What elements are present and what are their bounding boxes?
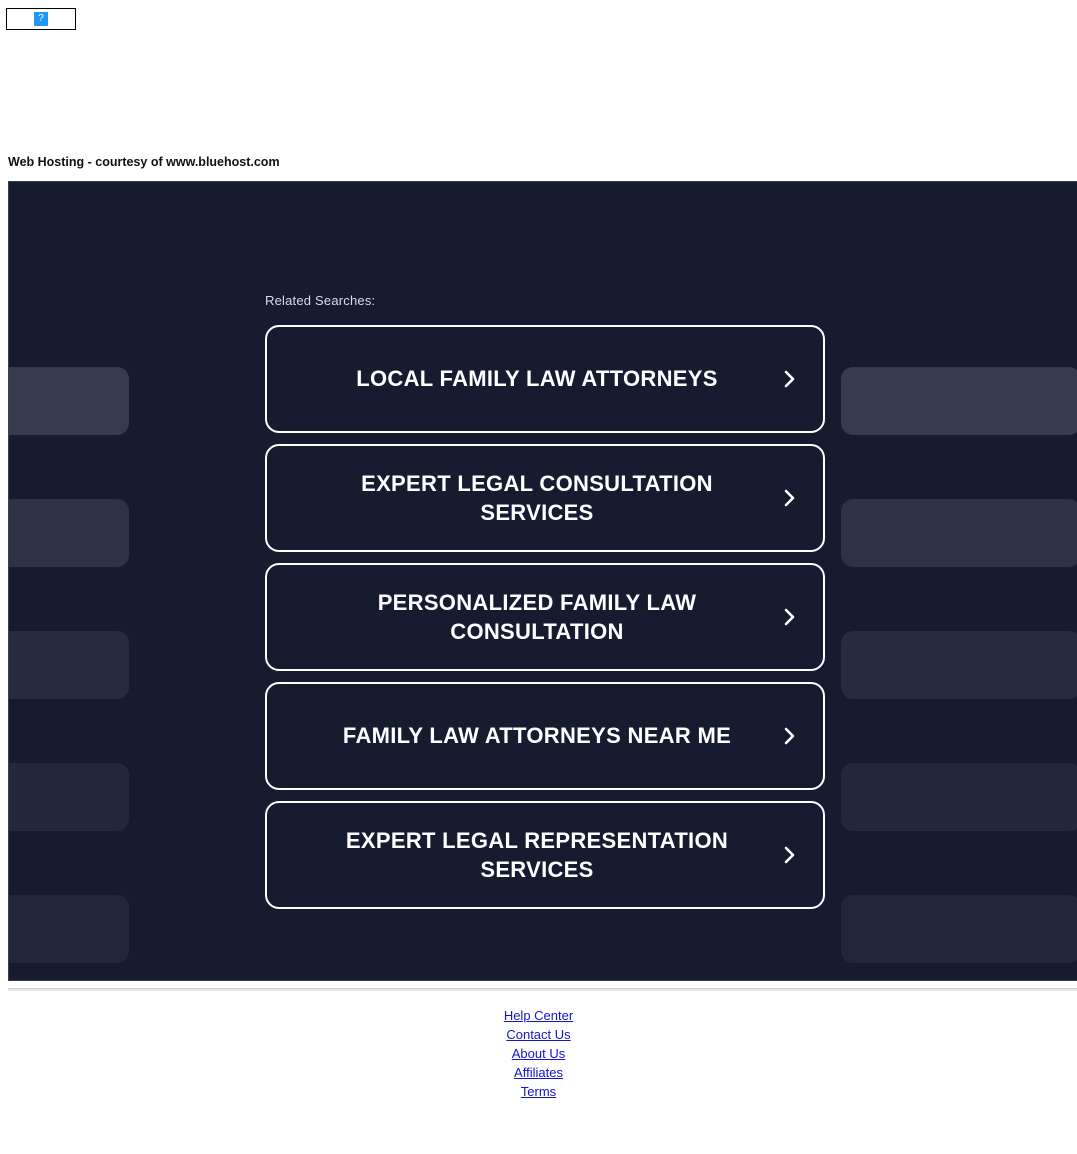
related-search-card-title: EXPERT LEGAL CONSULTATION SERVICES: [361, 470, 713, 525]
decorative-capsule: [8, 631, 129, 699]
related-search-card-title: FAMILY LAW ATTORNEYS NEAR ME: [342, 723, 732, 749]
chevron-right-icon: [781, 846, 799, 864]
chevron-right-icon: [781, 608, 799, 626]
related-searches-label: Related Searches:: [265, 293, 376, 308]
decorative-capsule: [8, 499, 129, 567]
related-search-card[interactable]: [265, 682, 825, 790]
broken-image-placeholder: [6, 8, 76, 30]
chevron-right-icon: [781, 489, 799, 507]
broken-image-icon: ?: [34, 12, 48, 26]
footer-divider: [8, 988, 1077, 991]
related-search-card-title: EXPERT LEGAL REPRESENTATION SERVICES: [345, 827, 729, 882]
related-search-card-title: PERSONALIZED FAMILY LAW CONSULTATION: [377, 589, 697, 644]
footer-link-terms[interactable]: Terms: [520, 1084, 557, 1099]
related-search-card[interactable]: [265, 801, 825, 909]
related-search-card-title: LOCAL FAMILY LAW ATTORNEYS: [356, 366, 718, 392]
footer-link-help-center[interactable]: Help Center: [503, 1008, 574, 1023]
footer-link-affiliates[interactable]: Affiliates: [514, 1065, 563, 1080]
decorative-capsule: [841, 367, 1077, 435]
decorative-capsule: [8, 763, 129, 831]
related-search-card[interactable]: [265, 563, 825, 671]
chevron-right-icon: [781, 370, 799, 388]
related-search-card-list: [265, 325, 825, 920]
bluehost-link[interactable]: www.bluehost.com: [166, 155, 280, 169]
hosting-credit-text: Web Hosting - courtesy of: [8, 155, 167, 169]
footer-links: [0, 1006, 1077, 1101]
related-search-card[interactable]: [265, 325, 825, 433]
footer-link-contact-us[interactable]: Contact Us: [506, 1027, 571, 1042]
decorative-capsule: [841, 499, 1077, 567]
related-search-card[interactable]: [265, 444, 825, 552]
decorative-capsule: [8, 895, 129, 963]
decorative-capsules-left: [8, 367, 129, 981]
related-searches-panel: [8, 181, 1077, 981]
hosting-credit: [8, 155, 280, 169]
decorative-capsule: [841, 763, 1077, 831]
decorative-capsule: [841, 895, 1077, 963]
decorative-capsule: [841, 631, 1077, 699]
chevron-right-icon: [781, 727, 799, 745]
decorative-capsule: [8, 367, 129, 435]
decorative-capsules-right: [841, 367, 1077, 981]
bottom-spacer: [0, 1144, 1077, 1154]
footer-link-about-us[interactable]: About Us: [511, 1046, 566, 1061]
